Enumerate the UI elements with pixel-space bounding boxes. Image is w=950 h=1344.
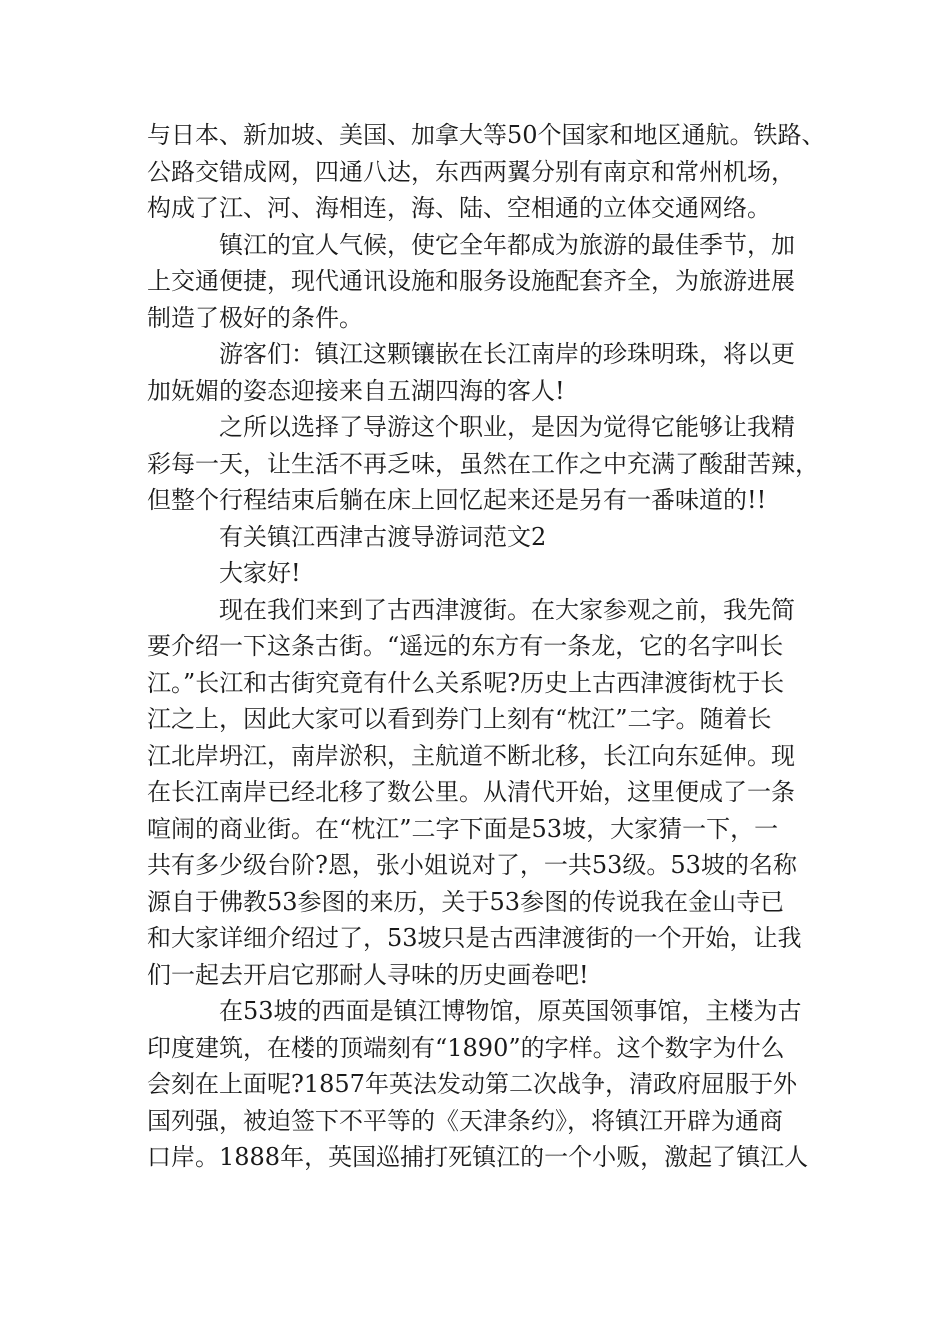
text-line: 们一起去开启它那耐人寻味的历史画卷吧! (147, 960, 589, 989)
text-line: 江。”长江和古街究竟有什么关系呢?历史上古西津渡街枕于长 (147, 668, 785, 697)
text-line: 镇江的宜人气候，使它全年都成为旅游的最佳季节，加 (219, 230, 795, 259)
text-line: 喧闹的商业街。在“枕江”二字下面是53坡，大家猜一下，一 (147, 814, 779, 843)
text-line: 江北岸坍江，南岸淤积，主航道不断北移，长江向东延伸。现 (147, 741, 795, 770)
text-line: 国列强，被迫签下不平等的《天津条约》，将镇江开辟为通商 (147, 1106, 783, 1135)
text-line: 江之上，因此大家可以看到券门上刻有“枕江”二字。随着长 (147, 705, 772, 733)
paragraph (147, 409, 827, 519)
text-line: 制造了极好的条件。 (147, 303, 363, 332)
section-title (147, 519, 827, 556)
text-line: 在长江南岸已经北移了数公里。从清代开始，这里便成了一条 (147, 778, 795, 806)
document-body (147, 117, 827, 1176)
paragraph (147, 336, 827, 409)
text-line: 现在我们来到了古西津渡街。在大家参观之前，我先简 (219, 595, 795, 624)
text-line: 加妩媚的姿态迎接来自五湖四海的客人! (147, 376, 565, 405)
text-line: 构成了江、河、海相连，海、陆、空相通的立体交通网络。 (147, 194, 771, 222)
paragraph (147, 993, 827, 1176)
text-line: 会刻在上面呢?1857年英法发动第二次战争，清政府屈服于外 (147, 1070, 797, 1098)
paragraph (147, 117, 827, 227)
text-line: 和大家详细介绍过了，53坡只是古西津渡街的一个开始，让我 (147, 924, 802, 952)
text-line: 之所以选择了导游这个职业，是因为觉得它能够让我精 (219, 413, 795, 441)
text-line: 但整个行程结束后躺在床上回忆起来还是另有一番味道的!! (147, 486, 767, 514)
text-line: 彩每一天，让生活不再乏味，虽然在工作之中充满了酸甜苦辣， (147, 449, 819, 478)
text-line: 与日本、新加坡、美国、加拿大等50个国家和地区通航。铁路、 (147, 121, 826, 149)
text-line: 公路交错成网，四通八达，东西两翼分别有南京和常州机场， (147, 157, 795, 186)
text-line: 大家好! (219, 559, 301, 587)
paragraph (147, 227, 827, 337)
text-line: 口岸。1888年，英国巡捕打死镇江的一个小贩，激起了镇江人 (147, 1143, 809, 1171)
text-line: 共有多少级台阶?恩，张小姐说对了，一共53级。53坡的名称 (147, 851, 797, 879)
greeting (147, 555, 827, 592)
paragraph (147, 592, 827, 994)
text-line: 印度建筑，在楼的顶端刻有“1890”的字样。这个数字为什么 (147, 1033, 785, 1062)
text-line: 在53坡的西面是镇江博物馆，原英国领事馆，主楼为古 (219, 997, 802, 1025)
text-line: 有关镇江西津古渡导游词范文2 (219, 522, 547, 551)
text-line: 源自于佛教53参图的来历，关于53参图的传说我在金山寺已 (147, 887, 785, 916)
text-line: 要介绍一下这条古街。“遥远的东方有一条龙，它的名字叫长 (147, 632, 784, 660)
text-line: 上交通便捷，现代通讯设施和服务设施配套齐全，为旅游进展 (147, 267, 795, 295)
text-line: 游客们：镇江这颗镶嵌在长江南岸的珍珠明珠，将以更 (219, 340, 795, 368)
